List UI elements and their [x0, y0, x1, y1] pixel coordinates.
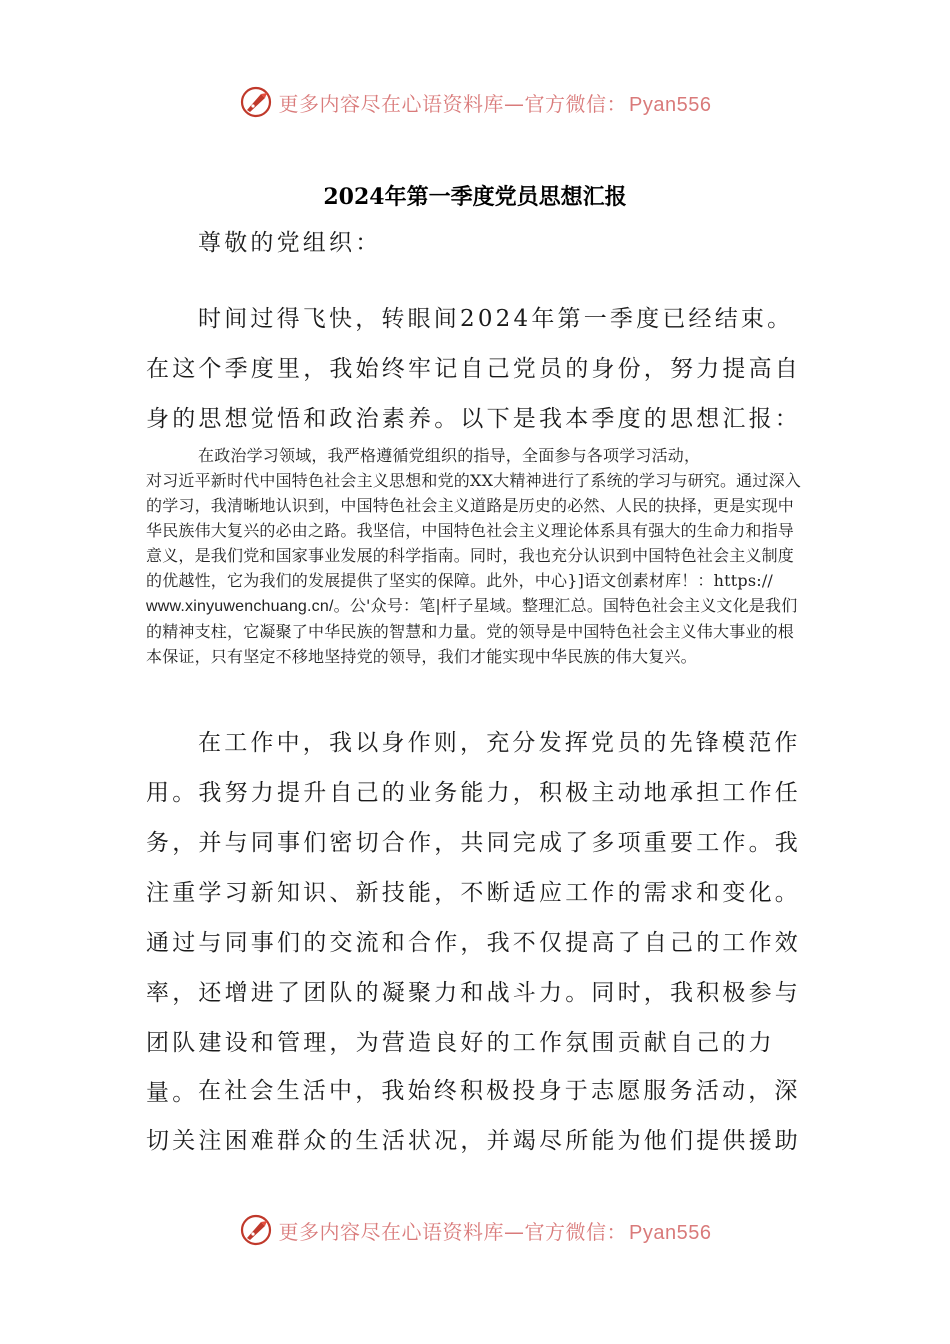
politics-first-line: 在政治学习领域，我严格遵循党组织的指导，全面参与各项学习活动，: [198, 446, 701, 465]
politics-tail: 。公'众号：笔|杆子星域。整理汇总。国特色社会主义文化是我们的精神支柱，它凝聚了中华民族的智慧和力量。党的领导是中国特色社会主义伟大事业的根本保证，只有坚定不移地坚持党的领导，我们才能实现中华民族的伟大复兴。: [146, 596, 798, 666]
pen-nib-icon: [239, 1213, 273, 1247]
work-paragraph: 在工作中，我以身作则，充分发挥党员的先锋模范作用。我努力提升自己的业务能力，积极主动地承担工作任务，并与同事们密切合作，共同完成了多项重要工作。我注重学习新知识、新技能，不断适应工作的需求和变化。通过与同事们的交流和合作，我不仅提高了自己的工作效率，还增进了团队的凝聚力和战斗力。同时，我积极参与团队建设和管理，为营造良好的工作氛围贡献自己的力量。: [146, 730, 801, 1106]
salutation: 尊敬的党组织：: [198, 230, 382, 256]
watermark-text: 更多内容尽在心语资料库—官方微信： Pyan556: [278, 1219, 712, 1244]
wechat-id: Pyan556: [629, 1221, 712, 1244]
politics-body: 对习近平新时代中国特色社会主义思想和党的XX大精神进行了系统的学习与研究。通过深入的学习，我清晰地认识到，中国特色社会主义道路是历史的必然、人民的抉择，更是实现中华民族伟大复兴的必由之路。我坚信，中国特色社会主义理论体系具有强大的生命力和指导意义，是我们党和国家事业发展的科学指南。同时，我也充分认识到中国特色社会主义制度的优越性，它为我们的发展提供了坚实的保障。此外，中心}]语文创素材库！：https://: [146, 471, 801, 590]
intro-paragraph: 时间过得飞快，转眼间2024年第一季度已经结束。在这个季度里，我始终牢记自己党员的身份，努力提高自身的思想觉悟和政治素养。以下是我本季度的思想汇报：: [146, 306, 801, 432]
source-url: www.xinyuwenchuang.cn/: [146, 598, 334, 615]
watermark-text: 更多内容尽在心语资料库—官方微信： Pyan556: [278, 91, 712, 116]
social-paragraph: 在社会生活中，我始终积极投身于志愿服务活动，深切关注困难群众的生活状况，并竭尽所能为他们提供援助: [146, 1078, 801, 1154]
watermark-banner-bottom: [0, 1210, 950, 1250]
politics-paragraph: [146, 443, 808, 669]
wechat-id: Pyan556: [629, 93, 712, 116]
pen-nib-icon: [239, 85, 273, 119]
watermark-banner-top: [0, 82, 950, 122]
document-title: 2024年第一季度党员思想汇报: [323, 184, 627, 210]
